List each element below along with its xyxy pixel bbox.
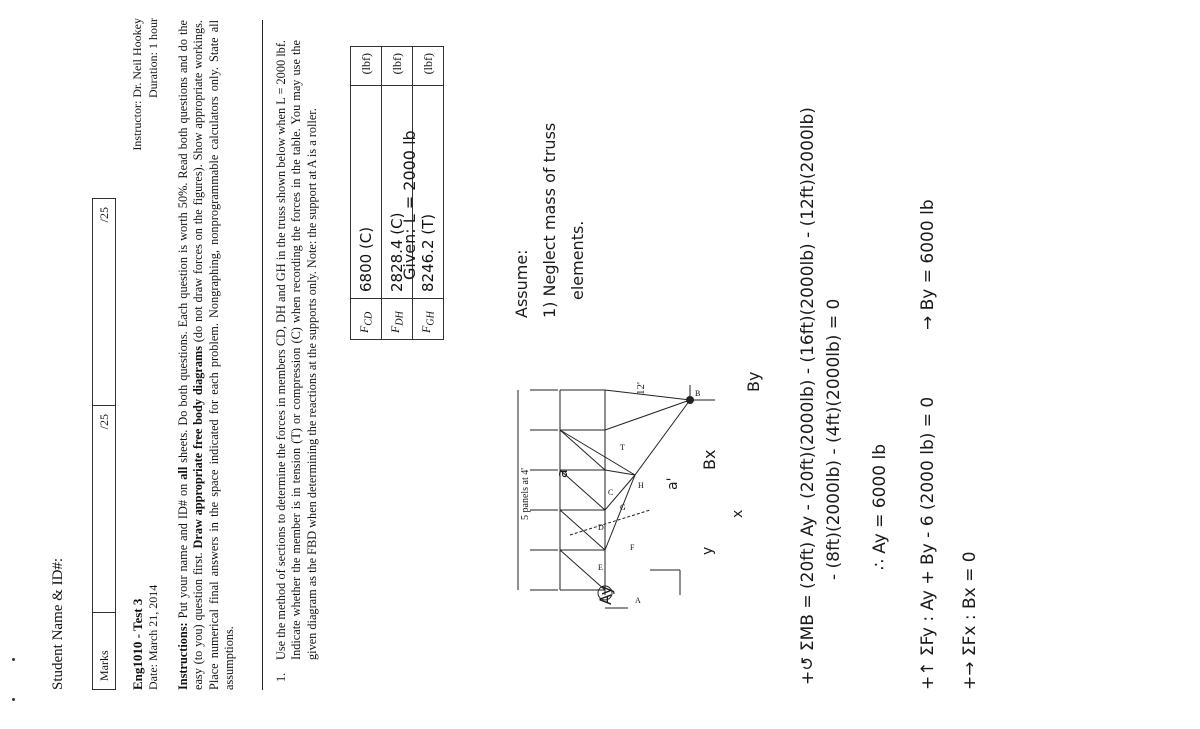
- reaction-by: By: [744, 371, 763, 392]
- label-g: G: [620, 503, 626, 512]
- eq-fx: +→ ΣFx : Bx = 0: [960, 551, 980, 690]
- instructions-text-1: Put your name and ID# on: [176, 483, 190, 619]
- dimension-12: 12': [635, 382, 647, 395]
- divider: [262, 20, 263, 690]
- answer-value-dh: 2828.4 (C): [382, 86, 413, 299]
- instructions-fbd: Draw appropriate free body diagrams: [191, 345, 206, 549]
- label-b: B: [695, 389, 701, 398]
- eq-fy: +↑ ΣFy : Ay + By - 6 (2000 lb) = 0: [918, 396, 938, 690]
- instructions-text-3: (do not draw forces on the figures). Show appropriate workings. Place numerical final answers in the space indicated for each problem. Nongraphing, nonprogrammable calculators only. State all assumptions.: [191, 20, 237, 690]
- instructions-lead: Instructions:: [176, 622, 190, 690]
- axis-x: x: [730, 509, 746, 518]
- course-title: Eng1010 - Test 3: [130, 598, 145, 690]
- note-assume: Assume:: [512, 249, 531, 318]
- truss-diagram: [510, 380, 760, 620]
- label-h: H: [638, 481, 644, 490]
- answer-symbol: $F_{GH}$: [413, 299, 444, 340]
- label-c: C: [608, 488, 614, 497]
- marks-table: [92, 198, 116, 690]
- answer-value-gh: 8246.2 (T): [413, 86, 444, 299]
- question-text: Use the method of sections to determine the forces in members CD, DH and GH in the truss shown below when L = 2000 lbf. Indicate whether the member is in tension (T) or compression (C) when recording the forces in the table. You may use the given diagram as the FBD when determining the reactions at the supports only. Note: the support at A is a roller.: [274, 40, 319, 660]
- panels-label: 5 panels at 4': [520, 467, 531, 520]
- axis-y: y: [700, 546, 716, 555]
- label-d: D: [598, 523, 604, 532]
- answer-row-cd: [351, 47, 382, 340]
- note-assume-1: 1) Neglect mass of truss: [540, 122, 559, 318]
- instructions-text-2: sheets. Do both questions. Each question is worth 50%. Read both questions and do the easy (to you) question first.: [176, 20, 206, 690]
- section-a: a: [555, 469, 571, 478]
- label-t: T: [620, 443, 625, 452]
- marks-box-question-1: /25: [93, 406, 116, 613]
- scan-speck: [12, 698, 15, 701]
- eq-moment-1: +↺ ΣMB = (20ft) Ay - (20ft)(2000lb) - (16ft)(2000lb) - (12ft)(2000lb): [798, 107, 818, 685]
- question-1: [274, 40, 320, 682]
- question-number: 1.: [274, 672, 288, 682]
- instructor: Instructor: Dr. Neil Hookey: [130, 18, 144, 151]
- instructions: [176, 20, 238, 690]
- answer-unit: (lbf): [382, 47, 413, 86]
- result-by: → By = 6000 lb: [918, 199, 938, 330]
- instructions-all: all: [176, 466, 190, 480]
- duration: Duration: 1 hour: [146, 18, 160, 98]
- answer-table: [350, 46, 444, 340]
- note-given: Given: L = 2000 lb: [400, 130, 419, 280]
- test-date: Date: March 21, 2014: [146, 584, 160, 690]
- label-a: A: [635, 596, 641, 605]
- note-assume-1b: elements.: [568, 220, 587, 300]
- student-name-line: Student Name & ID#:: [50, 557, 66, 690]
- marks-label: Marks: [93, 613, 116, 690]
- scan-speck: [12, 658, 15, 661]
- marks-box-question-2: /25: [93, 199, 116, 406]
- section-a-prime: a': [665, 477, 681, 490]
- eq-moment-2: - (8ft)(2000lb) - (4ft)(2000lb) = 0: [824, 298, 844, 580]
- answer-symbol: $F_{CD}$: [351, 299, 382, 340]
- reaction-bx: Bx: [700, 449, 719, 470]
- label-f: F: [630, 543, 635, 552]
- reaction-ay: Ay: [596, 585, 615, 605]
- answer-symbol: $F_{DH}$: [382, 299, 413, 340]
- result-ay: ∴ Ay = 6000 lb: [870, 444, 890, 570]
- answer-unit: (lbf): [413, 47, 444, 86]
- answer-value-cd: 6800 (C): [351, 86, 382, 299]
- label-e: E: [598, 563, 603, 572]
- answer-unit: (lbf): [351, 47, 382, 86]
